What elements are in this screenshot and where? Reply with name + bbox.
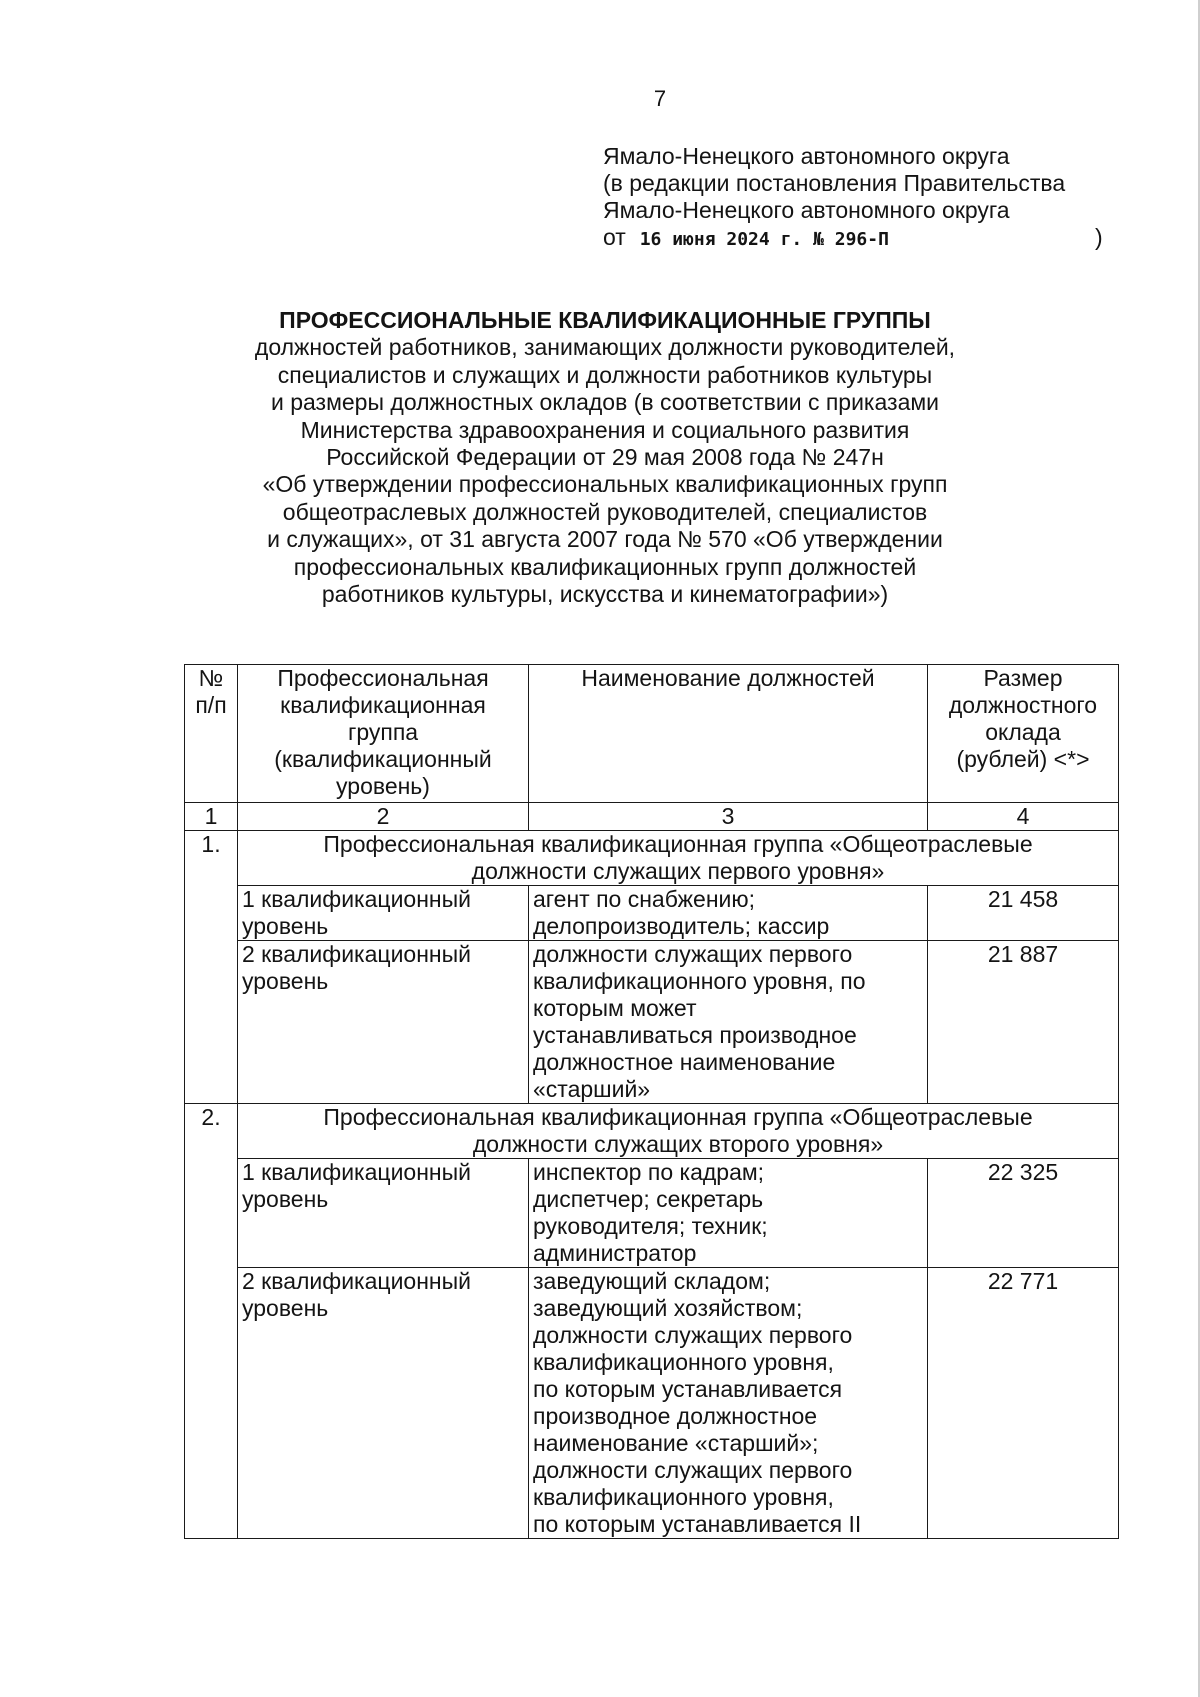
qualification-groups-table — [184, 664, 1119, 1539]
table-header-row — [185, 665, 1119, 803]
salary-cell: 21 887 — [928, 941, 1119, 1104]
column-number: 2 — [238, 803, 529, 831]
level-cell: 1 квалификационный уровень — [238, 1159, 529, 1268]
salary-cell: 21 458 — [928, 886, 1119, 941]
section-number: 1. — [185, 831, 238, 1104]
header-cell-group: Профессиональная квалификационная группа (квалификационный уровень) — [238, 665, 529, 803]
table-row — [185, 886, 1119, 941]
section-title: Профессиональная квалификационная группа «Общеотраслевые должности служащих второго уровня» — [238, 1104, 1119, 1159]
title-line: работников культуры, искусства и кинематографии») — [321, 581, 889, 608]
title-line: специалистов и служащих и должности работников культуры — [277, 361, 933, 388]
title-line: общеотраслевых должностей руководителей, специалистов — [282, 498, 928, 525]
title-main: ПРОФЕССИОНАЛЬНЫЕ КВАЛИФИКАЦИОННЫЕ ГРУППЫ — [279, 307, 931, 333]
date-prefix: от — [603, 224, 626, 250]
positions-cell: инспектор по кадрам; диспетчер; секретарь руководителя; техник; администратор — [529, 1159, 928, 1268]
salary-cell: 22 771 — [928, 1268, 1119, 1539]
header-line: Ямало-Ненецкого автономного округа — [603, 197, 1010, 223]
table-row — [185, 1268, 1119, 1539]
column-number: 1 — [185, 803, 238, 831]
header-cell-num: № п/п — [185, 665, 238, 803]
resolution-date-line — [603, 224, 1123, 253]
resolution-date: 16 июня 2024 г. № 296-П — [639, 229, 889, 250]
column-number: 4 — [928, 803, 1119, 831]
title-line: и служащих», от 31 августа 2007 года № 570 «Об утверждении — [267, 526, 943, 553]
page-number: 7 — [653, 86, 667, 111]
level-cell: 2 квалификационный уровень — [238, 941, 529, 1104]
salary-cell: 22 325 — [928, 1159, 1119, 1268]
positions-cell: должности служащих первого квалификационного уровня, по которым может устанавливаться производное должностное наименование «старший» — [529, 941, 928, 1104]
document-header — [603, 143, 1123, 253]
title-line: Российской Федерации от 29 мая 2008 года № 247н — [326, 444, 884, 471]
title-line: Министерства здравоохранения и социального развития — [300, 416, 910, 443]
header-cell-salary: Размер должностного оклада (рублей) <*> — [928, 665, 1119, 803]
column-number: 3 — [529, 803, 928, 831]
section-title: Профессиональная квалификационная группа «Общеотраслевые должности служащих первого уровня» — [238, 831, 1119, 886]
positions-cell: заведующий складом; заведующий хозяйством; должности служащих первого квалификационного уровня, по которым устанавливается производное должностное наименование «старший»; должности служащих первого квалификационного уровня, по которым устанавливается II — [529, 1268, 928, 1539]
table-row — [185, 1159, 1119, 1268]
title-line: и размеры должностных окладов (в соответствии с приказами — [270, 389, 940, 416]
column-number-row — [185, 803, 1119, 831]
section-title-row — [185, 1104, 1119, 1159]
positions-cell: агент по снабжению; делопроизводитель; кассир — [529, 886, 928, 941]
header-line: Ямало-Ненецкого автономного округа — [603, 143, 1010, 169]
level-cell: 1 квалификационный уровень — [238, 886, 529, 941]
closing-paren: ) — [1095, 224, 1103, 250]
title-line: профессиональных квалификационных групп должностей — [293, 553, 917, 580]
table-row — [185, 941, 1119, 1104]
title-line: «Об утверждении профессиональных квалификационных групп — [262, 471, 948, 498]
section-title-row — [185, 831, 1119, 886]
title-line: должностей работников, занимающих должности руководителей, — [254, 334, 956, 361]
section-number: 2. — [185, 1104, 238, 1539]
level-cell: 2 квалификационный уровень — [238, 1268, 529, 1539]
document-title — [182, 307, 1028, 608]
header-line: (в редакции постановления Правительства — [603, 170, 1066, 196]
header-cell-positions: Наименование должностей — [529, 665, 928, 803]
